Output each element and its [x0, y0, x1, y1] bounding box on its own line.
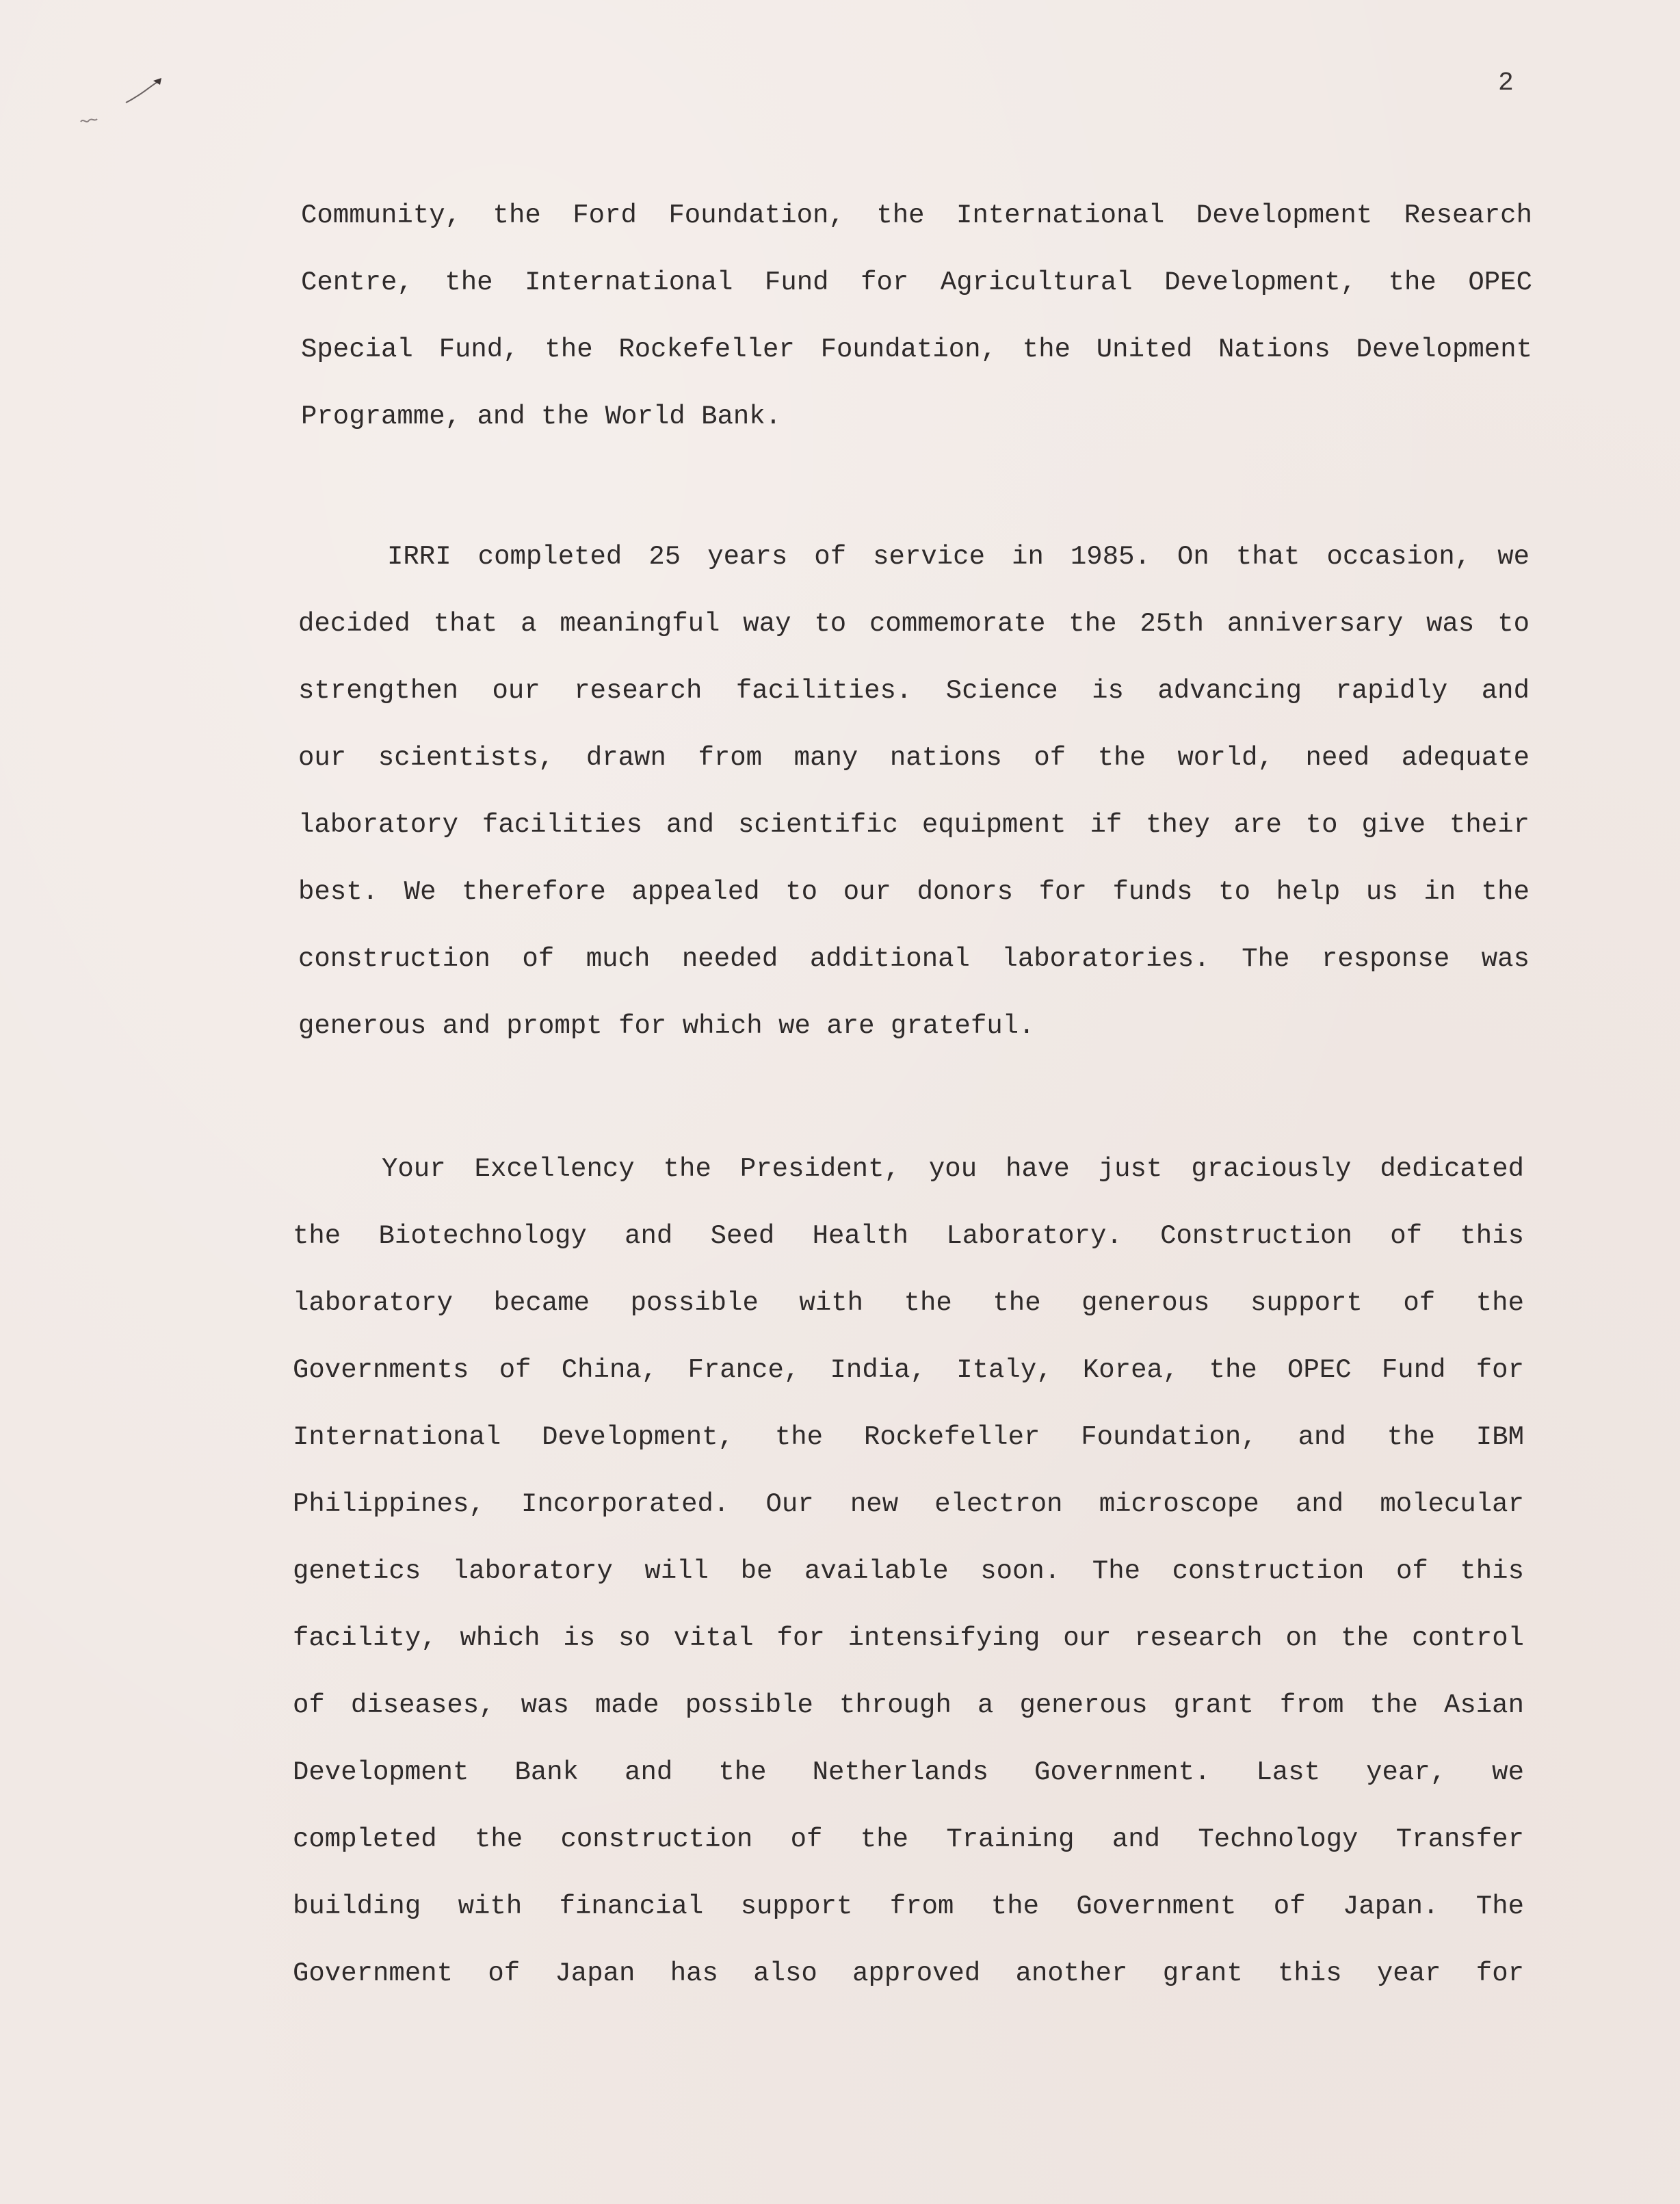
paragraph-3 [293, 1136, 1524, 2007]
text-line: best. We therefore appealed to our donors for funds to help us in the [298, 877, 1530, 907]
text-line: the Biotechnology and Seed Health Laboratory. Construction of this [293, 1221, 1524, 1251]
text-line: building with financial support from the Government of Japan. The [293, 1891, 1524, 1921]
text-line: facility, which is so vital for intensifying our research on the control [293, 1623, 1524, 1653]
text-line: genetics laboratory will be available soon. The construction of this [293, 1556, 1524, 1586]
text-line: Special Fund, the Rockefeller Foundation, the United Nations Development [301, 334, 1532, 365]
page-number: 2 [1498, 68, 1514, 98]
text-line: decided that a meaningful way to commemorate the 25th anniversary was to [298, 609, 1530, 639]
text-line: strengthen our research facilities. Science is advancing rapidly and [298, 676, 1530, 706]
text-line: completed the construction of the Training and Technology Transfer [293, 1824, 1524, 1854]
text-line: our scientists, drawn from many nations of the world, need adequate [298, 743, 1530, 773]
paragraph-2 [298, 523, 1530, 1060]
text-line: IRRI completed 25 years of service in 1985. On that occasion, we [387, 542, 1530, 572]
text-line: Community, the Ford Foundation, the International Development Research [301, 200, 1532, 231]
handwritten-mark-icon [77, 74, 179, 135]
text-line: Development Bank and the Netherlands Government. Last year, we [293, 1757, 1524, 1787]
text-line: generous and prompt for which we are grateful. [298, 1011, 1035, 1041]
text-line: International Development, the Rockefeller Foundation, and the IBM [293, 1422, 1524, 1452]
text-line: laboratory became possible with the the generous support of the [293, 1288, 1524, 1318]
text-line: Centre, the International Fund for Agricultural Development, the OPEC [301, 267, 1532, 298]
text-line: construction of much needed additional laboratories. The response was [298, 944, 1530, 974]
text-line: laboratory facilities and scientific equipment if they are to give their [298, 810, 1530, 840]
text-line: Programme, and the World Bank. [301, 402, 782, 432]
text-line: Your Excellency the President, you have just graciously dedicated [382, 1154, 1524, 1184]
text-line: of diseases, was made possible through a generous grant from the Asian [293, 1690, 1524, 1720]
text-line: Government of Japan has also approved another grant this year for [293, 1958, 1524, 1989]
text-line: Governments of China, France, India, Italy, Korea, the OPEC Fund for [293, 1355, 1524, 1385]
text-line: Philippines, Incorporated. Our new electron microscope and molecular [293, 1489, 1524, 1519]
paragraph-1 [301, 182, 1532, 450]
